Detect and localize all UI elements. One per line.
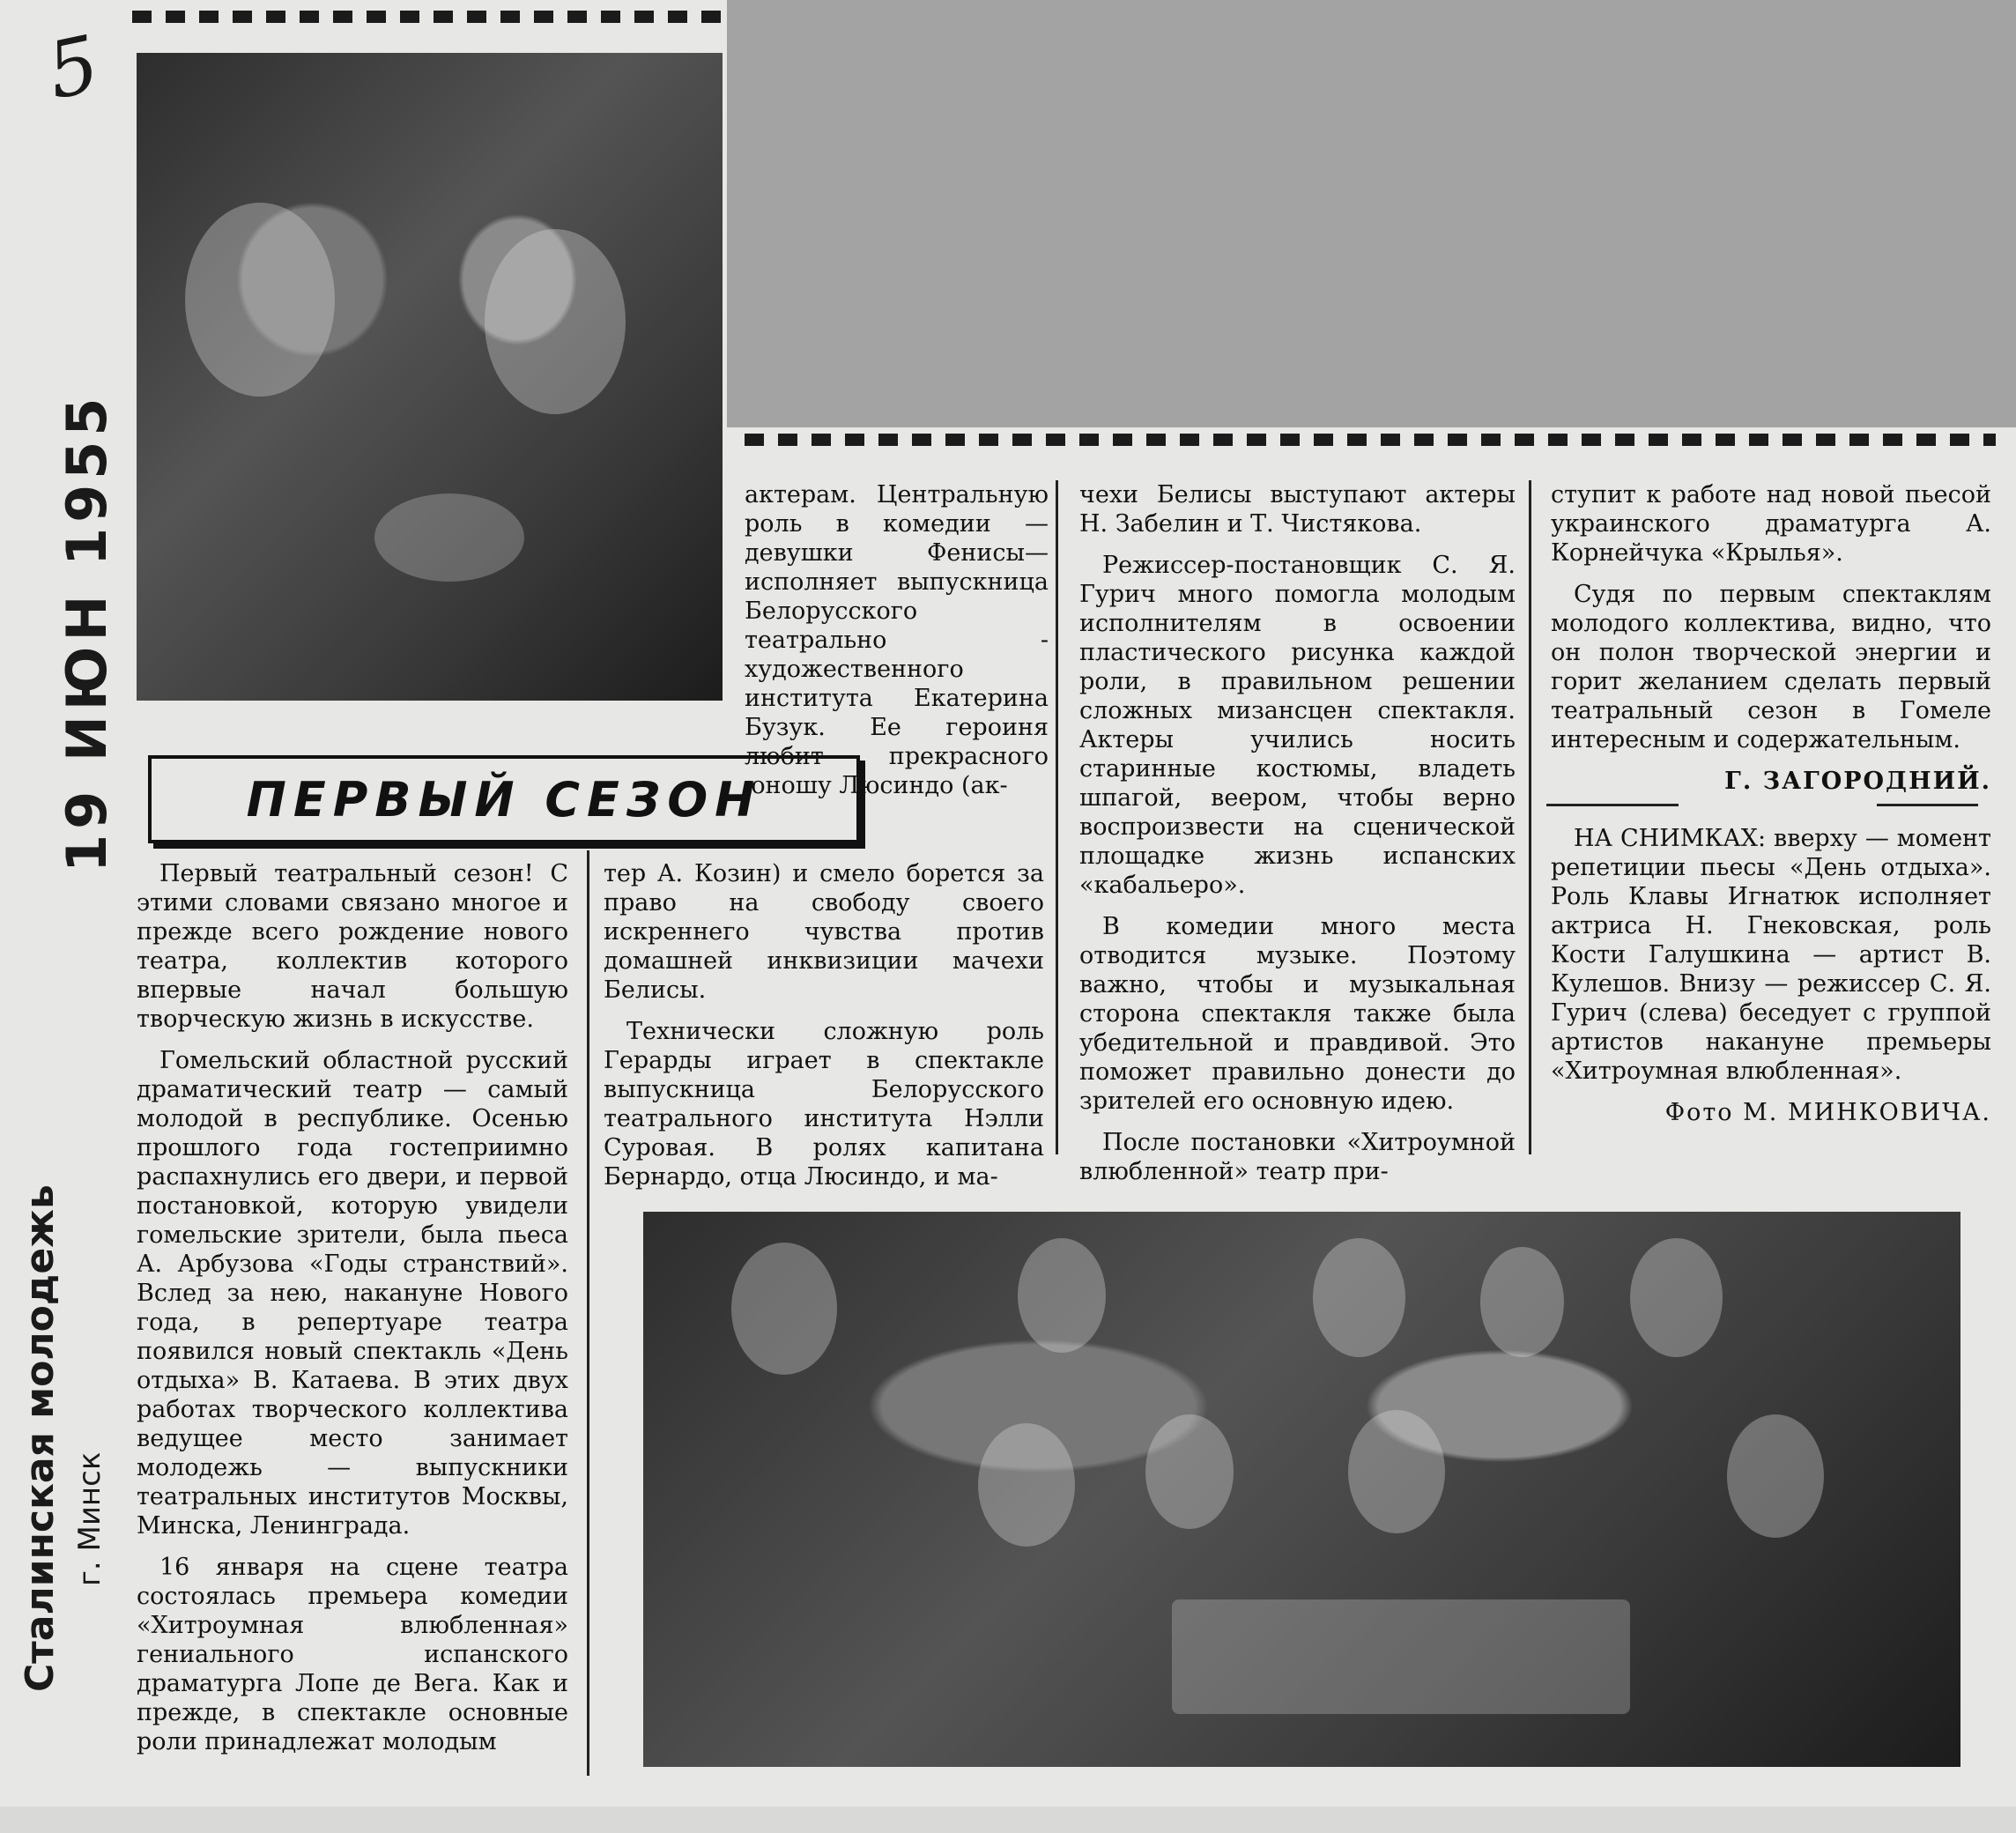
article-column-1	[137, 859, 568, 1769]
article-column-4	[1551, 480, 1991, 808]
paragraph: актерам. Центральную роль в комедии — девушки Фенисы—исполняет выпускница Белорусского театрально - художественного института Екатерина Бузук. Ее героиня любит прекрасного юношу Люсиндо (ак-	[745, 481, 1049, 799]
article-column-2-top	[745, 480, 1049, 813]
caption-text	[1551, 824, 1991, 1086]
article-column-3	[1079, 480, 1516, 1198]
paragraph: Гомельский областной русский драматический театр — самый молодой в республике. Осенью прошлого года гостеприимно распахнулись его двери, и первой постановкой, которую увидели гомельские зрители, была пьеса А. Арбузова «Годы странствий». Вслед за нею, накануне Нового года, в репертуаре театра появился новый спектакль «День отдыха» В. Катаева. В этих двух работах творческого коллектива ведущее место занимает молодежь — выпускники театральных институтов Москвы, Минска, Ленинграда.	[137, 1047, 568, 1540]
cut-edge-top	[132, 11, 723, 23]
author-signature: Г. ЗАГОРОДНИЙ.	[1724, 768, 1991, 795]
column-rule-1	[587, 850, 589, 1776]
photo-person	[1348, 1410, 1445, 1533]
photo-person	[978, 1423, 1075, 1547]
photo-table-papers	[1172, 1599, 1630, 1714]
column-rule-3	[1529, 480, 1531, 1154]
city-name: г. Минск	[72, 1451, 107, 1586]
photo-person	[1018, 1238, 1106, 1353]
photo-person	[1145, 1414, 1234, 1529]
photo-group-bottom	[643, 1212, 1960, 1767]
photo-caption	[1551, 824, 1991, 1139]
photo-figure-left	[185, 203, 335, 397]
newspaper-name: Сталинская молодежь	[18, 1184, 63, 1692]
photo-person	[731, 1243, 837, 1375]
photo-credit: Фото М. МИНКОВИЧА.	[1664, 1099, 1991, 1126]
paragraph: Технически сложную роль Герарды играет в спектакле выпускница Белорусского театрального института Нэлли Суровая. В ролях капитана Бернардо, отца Люсиндо, и ма-	[604, 1018, 1044, 1191]
paragraph: Судя по первым спектаклям молодого коллектива, видно, что он полон творческой энергии и горит желанием сделать первый театральный сезон в Гомеле интересным и содержательным.	[1551, 581, 1991, 753]
paragraph: Режиссер-постановщик С. Я. Гурич много помогла молодым исполнителям в освоении пластического рисунка каждой роли, в правильном решении сложных мизансцен спектакля. Актеры учились носить старинные костюмы, владеть шпагой, веером, чтобы верно воспроизвести на сценической площадке жизнь испанских «кабальеро».	[1079, 552, 1516, 899]
caption-lead: НА СНИМКАХ:	[1574, 825, 1767, 852]
column-rule-2	[1056, 480, 1058, 1154]
article-column-2-bottom	[604, 859, 1044, 1204]
handwritten-number: 5	[39, 18, 107, 117]
photo-person	[1630, 1238, 1723, 1357]
paragraph: ступит к работе над новой пьесой украинского драматурга А. Корнейчука «Крылья».	[1551, 481, 1991, 567]
photo-rehearsal-top	[137, 53, 723, 701]
paragraph: В комедии много места отводится музыке. Поэтому важно, чтобы и музыкальная сторона спектакля также была убедительной и правдивой. Это поможет правильно донести до зрителей его основную идею.	[1079, 913, 1516, 1115]
photo-figure-right	[485, 229, 626, 414]
paragraph: Первый театральный сезон! С этими словами связано многое и прежде всего рождение нового театра, коллектив которого впервые начал большую творческую жизнь в искусстве.	[137, 860, 568, 1033]
paragraph: 16 января на сцене театра состоялась премьера комедии «Хитроумная влюбленная» гениального испанского драматурга Лопе де Вега. Как и прежде, в спектакле основные роли принадлежат молодым	[137, 1554, 568, 1755]
paragraph: тер А. Козин) и смело борется за право на свободу своего искреннего чувства против домашней инквизиции мачехи Белисы.	[604, 860, 1044, 1004]
photo-person	[1313, 1238, 1405, 1357]
paragraph: чехи Белисы выступают актеры Н. Забелин и Т. Чистякова.	[1079, 481, 1516, 538]
cut-edge-middle	[745, 434, 1996, 446]
photo-hands	[374, 494, 524, 582]
photo-person	[1480, 1247, 1564, 1357]
date-stamp: 19 ИЮН 1955	[55, 392, 119, 872]
photo-person	[1727, 1414, 1824, 1538]
paragraph: После постановки «Хитроумной влюбленной» театр при-	[1079, 1129, 1516, 1185]
clipping-sheet-bottom-strip	[0, 1807, 2016, 1833]
headline: ПЕРВЫЙ СЕЗОН	[246, 771, 762, 827]
gray-background-top-right	[727, 0, 2016, 427]
caption-body: вверху — момент репетиции пьесы «День отдыха». Роль Клавы Игнатюк исполняет актриса Н. Гнековская, роль Кости Галушкина — артист В. Кулешов. Внизу — режиссер С. Я. Гурич (слева) беседует с группой артистов накануне премьеры «Хитроумная влюбленная».	[1551, 825, 1991, 1085]
